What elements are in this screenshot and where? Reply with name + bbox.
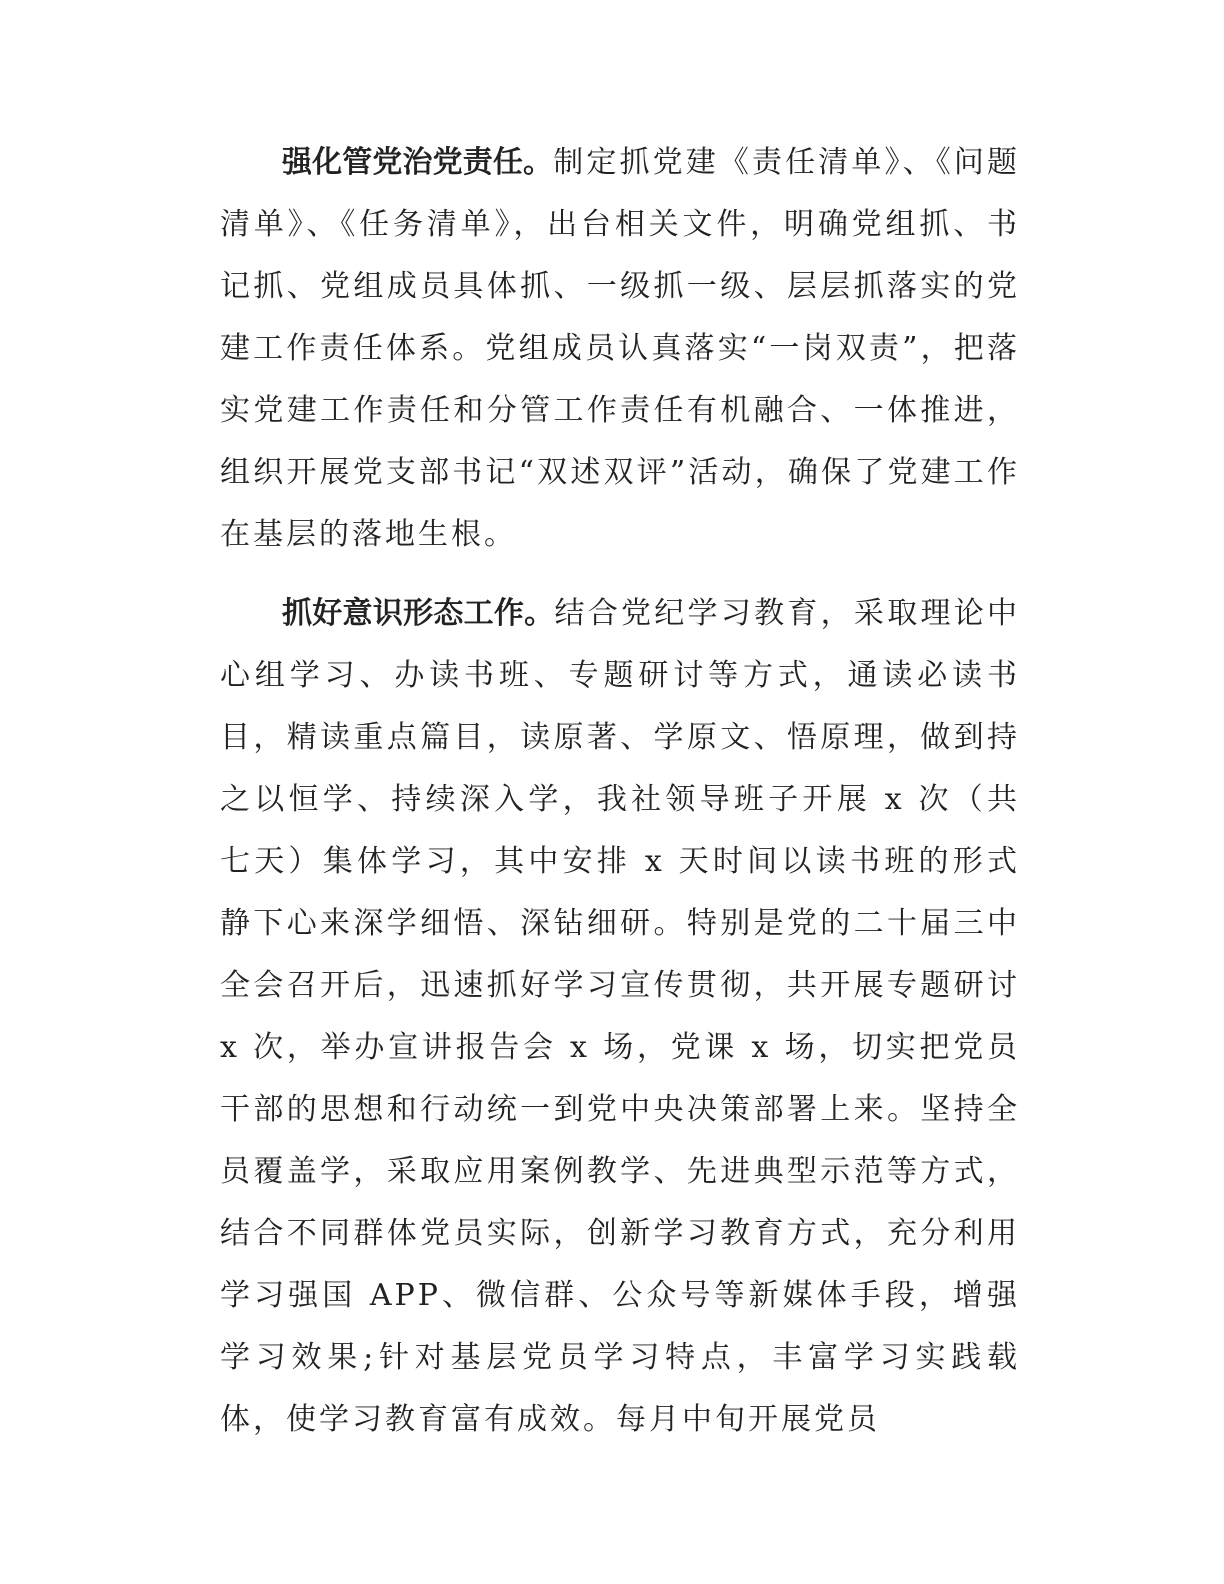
paragraph-party-responsibility xyxy=(220,132,1020,566)
paragraph-text: 制定抓党建《责任清单》、《问题清单》、《任务清单》，出台相关文件，明确党组抓、书记抓、党组成员具体抓、一级抓一级、层层抓落实的党建工作责任体系。党组成员认真落实“一岗双责”，把落实党建工作责任和分管工作责任有机融合、一体推进，组织开展党支部书记“双述双评”活动，确保了党建工作在基层的落地生根。 xyxy=(220,145,1021,552)
paragraph-heading: 强化管党治党责任。 xyxy=(282,145,554,180)
paragraph-heading: 抓好意识形态工作。 xyxy=(282,596,555,631)
document-body xyxy=(220,132,1020,1451)
paragraph-text: 结合党纪学习教育，采取理论中心组学习、办读书班、专题研讨等方式，通读必读书目，精读重点篇目，读原著、学原文、悟原理，做到持之以恒学、持续深入学，我社领导班子开展 x 次（共七天）集体学习，其中安排 x 天时间以读书班的形式静下心来深学细悟、深钻细研。特别是党的二十届三中全会召开后，迅速抓好学习宣传贯彻，共开展专题研讨 x 次，举办宣讲报告会 x 场，党课 x 场，切实把党员干部的思想和行动统一到党中央决策部署上来。坚持全员覆盖学，采取应用案例教学、先进典型示范等方式，结合不同群体党员实际，创新学习教育方式，充分利用学习强国 APP、微信群、公众号等新媒体手段，增强学习效果;针对基层党员学习特点，丰富学习实践载体，使学习教育富有成效。每月中旬开展党员 xyxy=(220,596,1021,1437)
paragraph-ideology-work xyxy=(220,583,1020,1451)
